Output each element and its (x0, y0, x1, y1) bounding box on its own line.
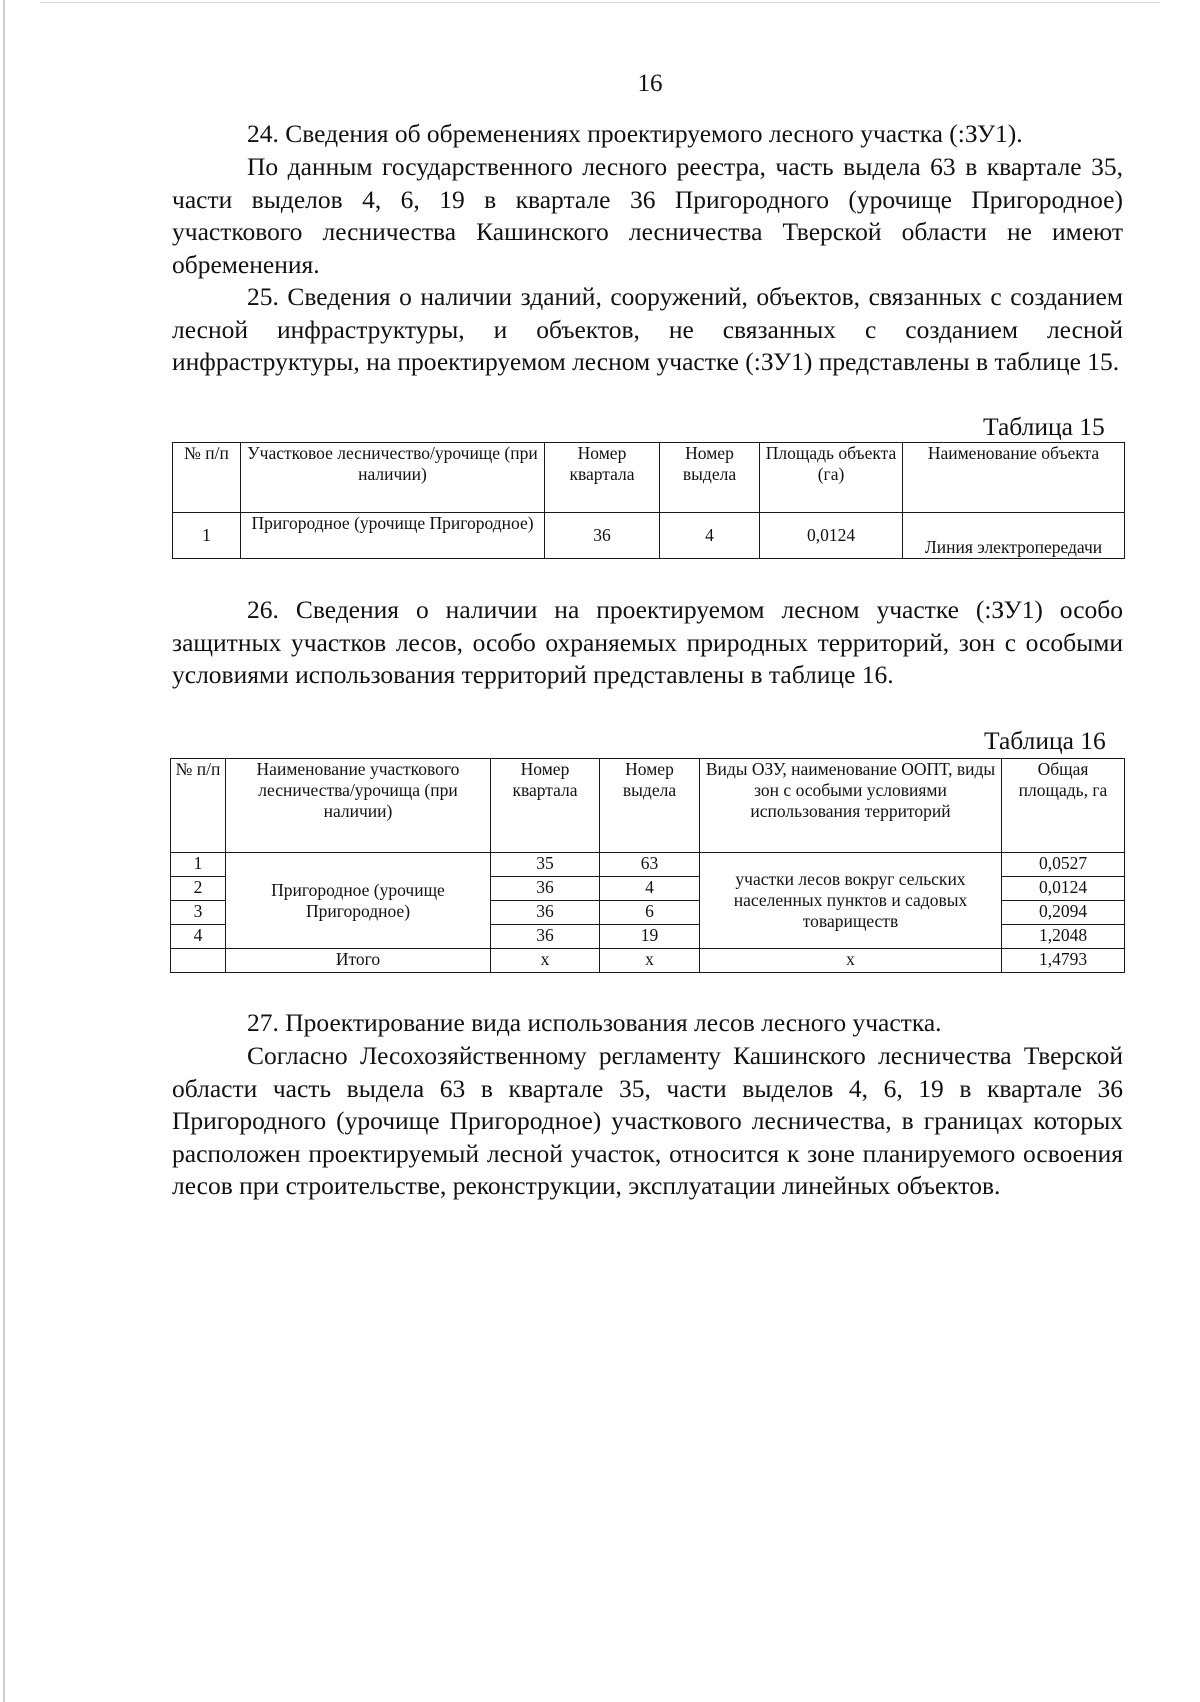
section-25-body: 25. Сведения о наличии зданий, сооружений, объектов, связанных с созданием лесной инфраструктуры, и объектов, не связанных с созданием лесной инфраструктуры, на проектируемом лесном участке (:ЗУ1) представлены в таблице 15. (172, 282, 1123, 376)
table-cell: 36 (491, 901, 600, 925)
column-header: Виды ОЗУ, наименование ООПТ, виды зон с особыми условиями использования территорий (700, 759, 1002, 853)
column-header: Наименование участкового лесничества/урочища (при наличии) (226, 759, 491, 853)
table-cell: х (491, 949, 600, 973)
scan-edge-top (40, 2, 1160, 3)
table-cell: 36 (491, 877, 600, 901)
scan-edge (3, 0, 5, 1702)
table-cell: 1,2048 (1002, 925, 1125, 949)
table-cell: 3 (171, 901, 226, 925)
table-16-caption: Таблица 16 (984, 726, 1106, 755)
section-24-heading: 24. Сведения об обременениях проектируемого лесного участка (:ЗУ1). (247, 119, 1023, 148)
table-cell: Пригородное (урочище Пригородное) (241, 513, 545, 559)
table-15-caption: Таблица 15 (983, 412, 1105, 441)
column-header: № п/п (171, 759, 226, 853)
column-header: № п/п (173, 443, 241, 513)
section-27-body: Согласно Лесохозяйственному регламенту Кашинского лесничества Тверской области часть выдела 63 в квартале 35, части выделов 4, 6, 19 в квартале 36 Пригородного (урочище Пригородное) участкового лесничества, в границах которых расположен проектируемый лесной участок, относится к зоне планируемого освоения лесов при строительстве, реконструкции, эксплуатации линейных объектов. (172, 1041, 1123, 1200)
table-cell: 63 (600, 853, 700, 877)
table-16 (170, 758, 1125, 973)
table-cell: 1 (173, 513, 241, 559)
table-row (173, 513, 1125, 559)
section-26-body: 26. Сведения о наличии на проектируемом лесном участке (:ЗУ1) особо защитных участков лесов, особо охраняемых природных территорий, зон с особыми условиями использования территорий представлены в таблице 16. (172, 595, 1123, 689)
table-cell: 36 (545, 513, 660, 559)
table-cell: Пригородное (урочище Пригородное) (226, 853, 491, 949)
table-cell: 0,0527 (1002, 853, 1125, 877)
column-header: Номер выдела (600, 759, 700, 853)
column-header: Номер квартала (491, 759, 600, 853)
table-cell: 0,0124 (1002, 877, 1125, 901)
table-cell: 1 (171, 853, 226, 877)
table-cell: Линия электропередачи (903, 513, 1125, 559)
table-cell: 0,0124 (760, 513, 903, 559)
table-15 (172, 442, 1125, 559)
table-cell: 4 (171, 925, 226, 949)
table-total-row (171, 949, 1125, 973)
column-header: Номер квартала (545, 443, 660, 513)
column-header: Общая площадь, га (1002, 759, 1125, 853)
column-header: Участковое лесничество/урочище (при наличии) (241, 443, 545, 513)
section-27-heading: 27. Проектирование вида использования лесов лесного участка. (247, 1008, 942, 1037)
table-header-row (173, 443, 1125, 513)
table-header-row (171, 759, 1125, 853)
table-cell: х (700, 949, 1002, 973)
column-header: Наименование объекта (903, 443, 1125, 513)
table-cell: Итого (226, 949, 491, 973)
table-cell: участки лесов вокруг сельских населенных пунктов и садовых товариществ (700, 853, 1002, 949)
table-cell: 0,2094 (1002, 901, 1125, 925)
table-cell: 1,4793 (1002, 949, 1125, 973)
table-cell: х (600, 949, 700, 973)
table-cell (171, 949, 226, 973)
table-cell: 35 (491, 853, 600, 877)
table-cell: 6 (600, 901, 700, 925)
page-number: 16 (637, 70, 663, 97)
table-cell: 4 (600, 877, 700, 901)
table-cell: 36 (491, 925, 600, 949)
table-cell: 19 (600, 925, 700, 949)
table-cell: 4 (660, 513, 760, 559)
column-header: Площадь объекта (га) (760, 443, 903, 513)
table-cell: 2 (171, 877, 226, 901)
table-row (171, 853, 1125, 877)
section-24-body: По данным государственного лесного реестра, часть выдела 63 в квартале 35, части выделов 4, 6, 19 в квартале 36 Пригородного (урочище Пригородное) участкового лесничества Кашинского лесничества Тверской области не имеют обременения. (172, 152, 1123, 279)
column-header: Номер выдела (660, 443, 760, 513)
